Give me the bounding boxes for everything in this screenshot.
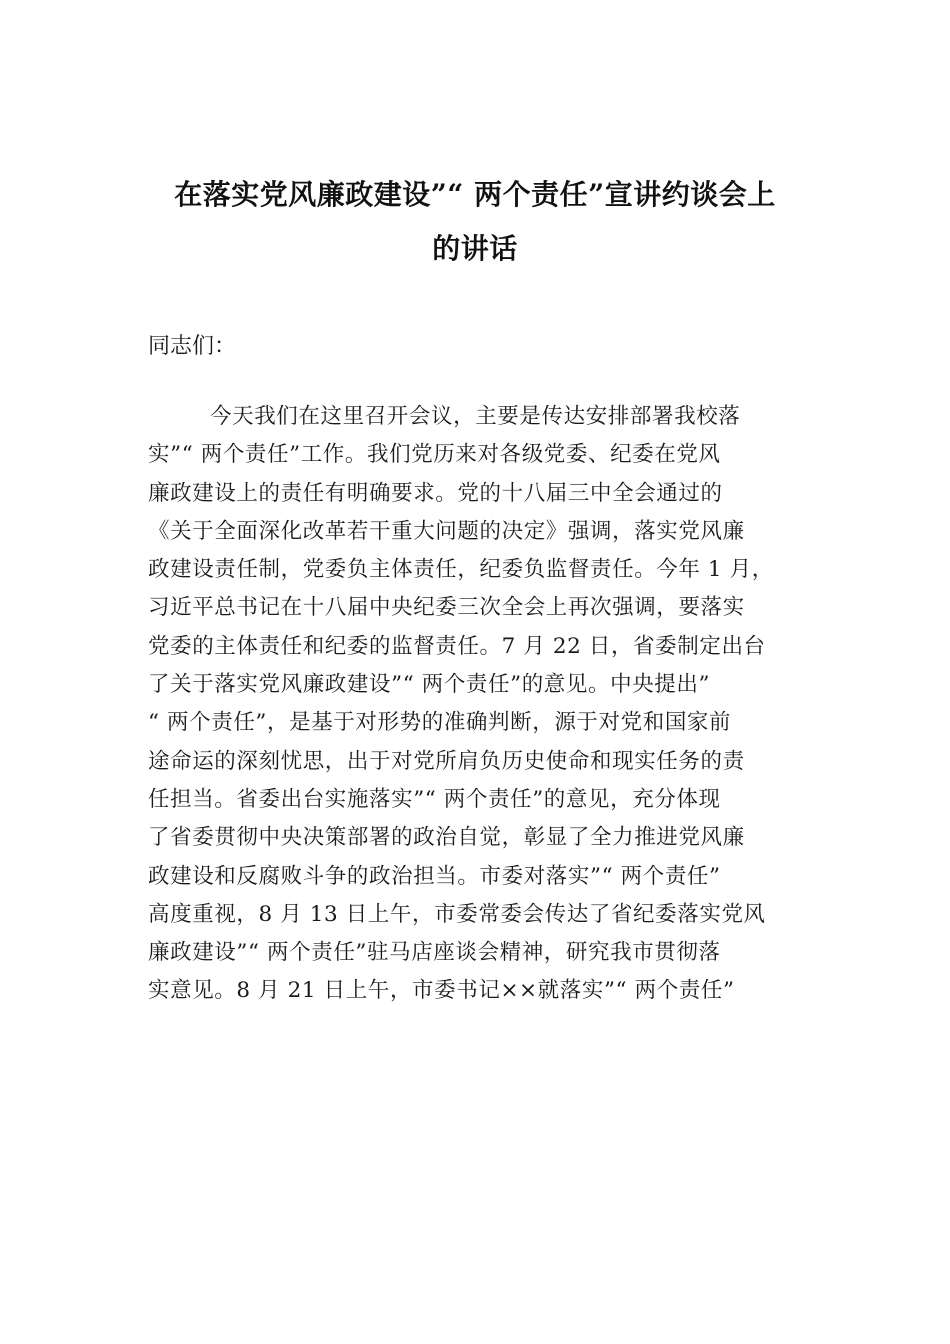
paragraph-line: 《关于全面深化改革若干重大问题的决定》强调，落实党风廉	[148, 518, 745, 544]
paragraph-line: 途命运的深刻忧思，出于对党所肩负历史使命和现实任务的责	[148, 748, 745, 774]
title-line-2: 的讲话	[432, 232, 518, 265]
paragraph-line: “ 两个责任”，是基于对形势的准确判断，源于对党和国家前	[148, 710, 732, 736]
body-paragraph	[148, 398, 808, 1011]
paragraph-line: 了省委贯彻中央决策部署的政治自觉，彰显了全力推进党风廉	[148, 825, 745, 851]
paragraph-line: 任担当。省委出台实施落实”“ 两个责任”的意见，充分体现	[148, 786, 721, 812]
paragraph-line: 实”“ 两个责任”工作。我们党历来对各级党委、纪委在党风	[148, 442, 721, 468]
document-title	[120, 168, 830, 276]
paragraph-line: 党委的主体责任和纪委的监督责任。7 月 22 日，省委制定出台	[148, 633, 766, 659]
paragraph-line: 政建设和反腐败斗争的政治担当。市委对落实”“ 两个责任”	[148, 863, 721, 889]
title-line-1: 在落实党风廉政建设”“ 两个责任”宣讲约谈会上	[174, 178, 776, 211]
paragraph-line: 了关于落实党风廉政建设”“ 两个责任”的意见。中央提出”	[148, 672, 711, 698]
paragraph-line: 今天我们在这里召开会议，主要是传达安排部署我校落	[210, 404, 741, 429]
paragraph-line: 实意见。8 月 21 日上午，市委书记××就落实”“ 两个责任”	[148, 978, 735, 1004]
paragraph-line: 高度重视，8 月 13 日上午，市委常委会传达了省纪委落实党风	[148, 901, 766, 927]
paragraph-line: 习近平总书记在十八届中央纪委三次全会上再次强调，要落实	[148, 595, 745, 621]
paragraph-line: 廉政建设”“ 两个责任”驻马店座谈会精神，研究我市贯彻落	[148, 940, 721, 966]
paragraph-line: 廉政建设上的责任有明确要求。党的十八届三中全会通过的	[148, 480, 723, 506]
salutation: 同志们：	[148, 334, 237, 359]
paragraph-line: 政建设责任制，党委负主体责任，纪委负监督责任。今年 1 月，	[148, 557, 774, 583]
